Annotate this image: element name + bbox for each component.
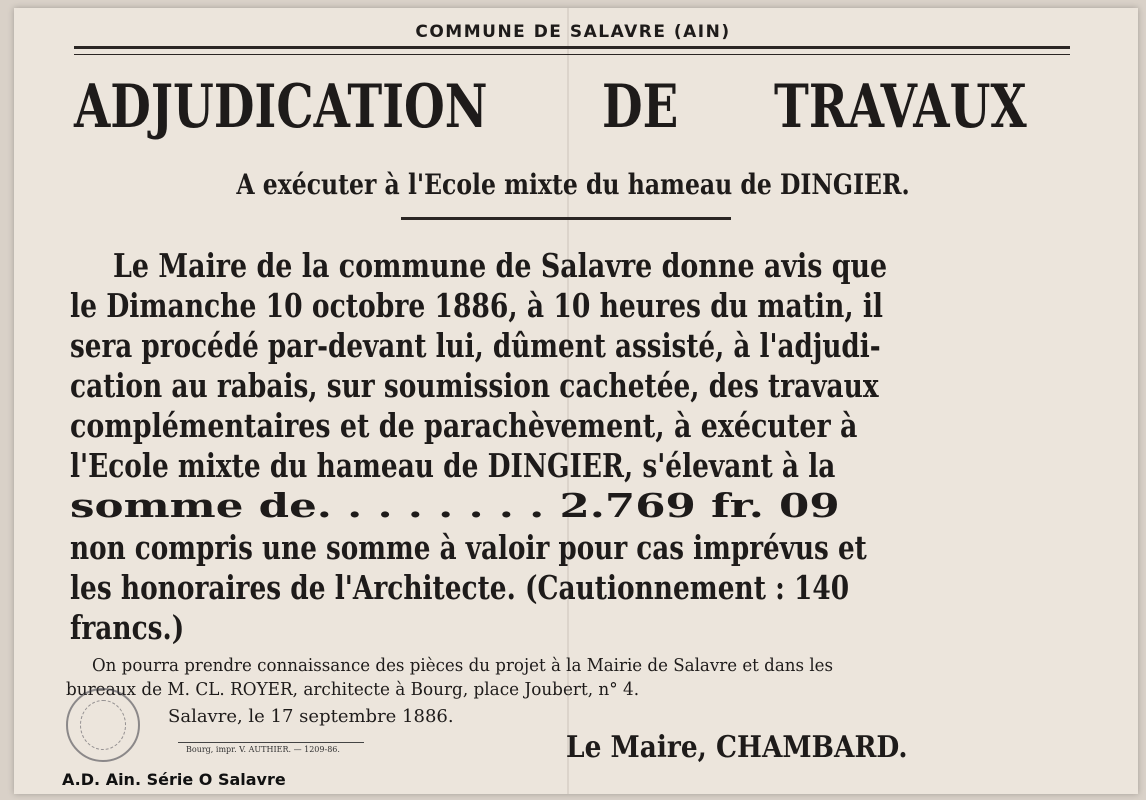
subtitle-underline [401, 217, 731, 220]
header-rule-thick [74, 46, 1070, 49]
title-word-de: DE [602, 72, 679, 142]
printer-rule [178, 742, 364, 743]
body-line-1: Le Maire de la commune de Salavre donne avis que [113, 246, 888, 285]
body-line-5: complémentaires et de parachèvement, à exécuter à [70, 406, 858, 445]
notice-date: Salavre, le 17 septembre 1886. [168, 706, 454, 727]
title-word-adjudication: ADJUDICATION [74, 72, 488, 142]
body-line-6: l'Ecole mixte du hameau de DINGIER, s'élevant à la [70, 446, 836, 485]
mayor-signature: Le Maire, CHAMBARD. [566, 730, 908, 765]
title-word-travaux: TRAVAUX [774, 72, 1027, 142]
printer-credit: Bourg, impr. V. AUTHIER. — 1209-86. [186, 745, 340, 754]
stamp-inner-ring [80, 700, 126, 750]
body-line-8: non compris une somme à valoir pour cas imprévus et [70, 528, 867, 567]
notice-line-1: On pourra prendre connaissance des pièces du projet à la Mairie de Salavre et dans les [92, 655, 834, 676]
body-line-3: sera procédé par-devant lui, dûment assisté, à l'adjudi- [70, 326, 881, 365]
body-line-4: cation au rabais, sur soumission cachetée, des travaux [70, 366, 879, 405]
body-line-2: le Dimanche 10 octobre 1886, à 10 heures du matin, il [70, 286, 884, 325]
commune-header: COMMUNE DE SALAVRE (AIN) [415, 22, 731, 42]
subtitle: A exécuter à l'Ecole mixte du hameau de DINGIER. [236, 168, 910, 201]
body-line-7: somme de. . . . . . . . 2.769 fr. 09 [70, 486, 840, 525]
body-line-9: les honoraires de l'Architecte. (Cautionnement : 140 [70, 568, 850, 607]
header-rule-thin [74, 54, 1070, 55]
poster-title [74, 72, 1070, 152]
notice-line-2: bureaux de M. CL. ROYER, architecte à Bourg, place Joubert, n° 4. [66, 679, 640, 700]
archive-caption: A.D. Ain. Série O Salavre [62, 770, 286, 789]
body-line-10: francs.) [70, 608, 185, 647]
